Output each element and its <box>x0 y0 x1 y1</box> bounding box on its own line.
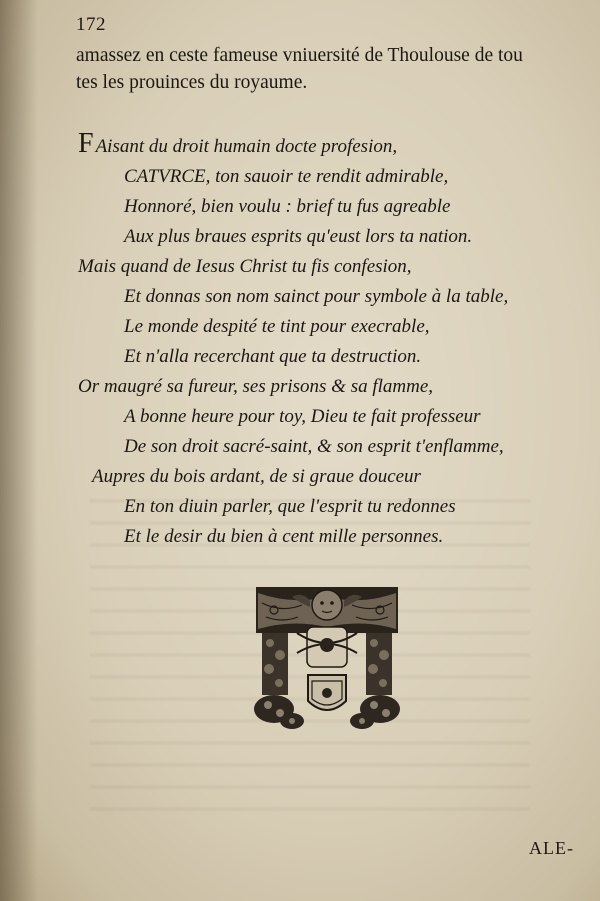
poem-line-11: De son droit sacré-saint, & son esprit t'enflamme, <box>124 436 504 457</box>
poem-line-13: En ton diuin parler, que l'esprit tu redonnes <box>124 496 456 517</box>
poem-line-4: Aux plus braues esprits qu'eust lors ta nation. <box>124 226 473 247</box>
woodcut-ornament-icon <box>252 583 402 731</box>
sonnet <box>78 128 578 552</box>
poem-line-9: Or maugré sa fureur, ses prisons & sa flamme, <box>78 376 434 397</box>
poem-line-2: CATVRCE, ton sauoir te rendit admirable, <box>124 166 449 187</box>
prose-paragraph <box>76 42 576 96</box>
drop-cap: F <box>78 128 94 159</box>
poem-line-text: Aisant du droit humain docte profesion, <box>95 136 398 157</box>
page-number: 172 <box>76 14 106 35</box>
poem-line-14: Et le desir du bien à cent mille personnes. <box>124 526 444 547</box>
poem-line-5: Mais quand de Iesus Christ tu fis confesion, <box>78 256 412 277</box>
poem-line-8: Et n'alla recerchant que ta destruction. <box>124 346 422 367</box>
poem-line-6: Et donnas son nom sainct pour symbole à la table, <box>124 286 509 307</box>
prose-line: tes les prouinces du royaume. <box>76 72 308 93</box>
poem-line-10: A bonne heure pour toy, Dieu te fait professeur <box>124 406 481 427</box>
poem-line-12: Aupres du bois ardant, de si graue douceur <box>92 466 421 487</box>
poem-line-7: Le monde despité te tint pour execrable, <box>124 316 430 337</box>
prose-line: amassez en ceste fameuse vniuersité de Thoulouse de tou <box>76 45 523 66</box>
catchword: ALE- <box>529 838 574 858</box>
poem-line-3: Honnoré, bien voulu : brief tu fus agreable <box>124 196 451 217</box>
poem-line-1 <box>78 128 578 162</box>
